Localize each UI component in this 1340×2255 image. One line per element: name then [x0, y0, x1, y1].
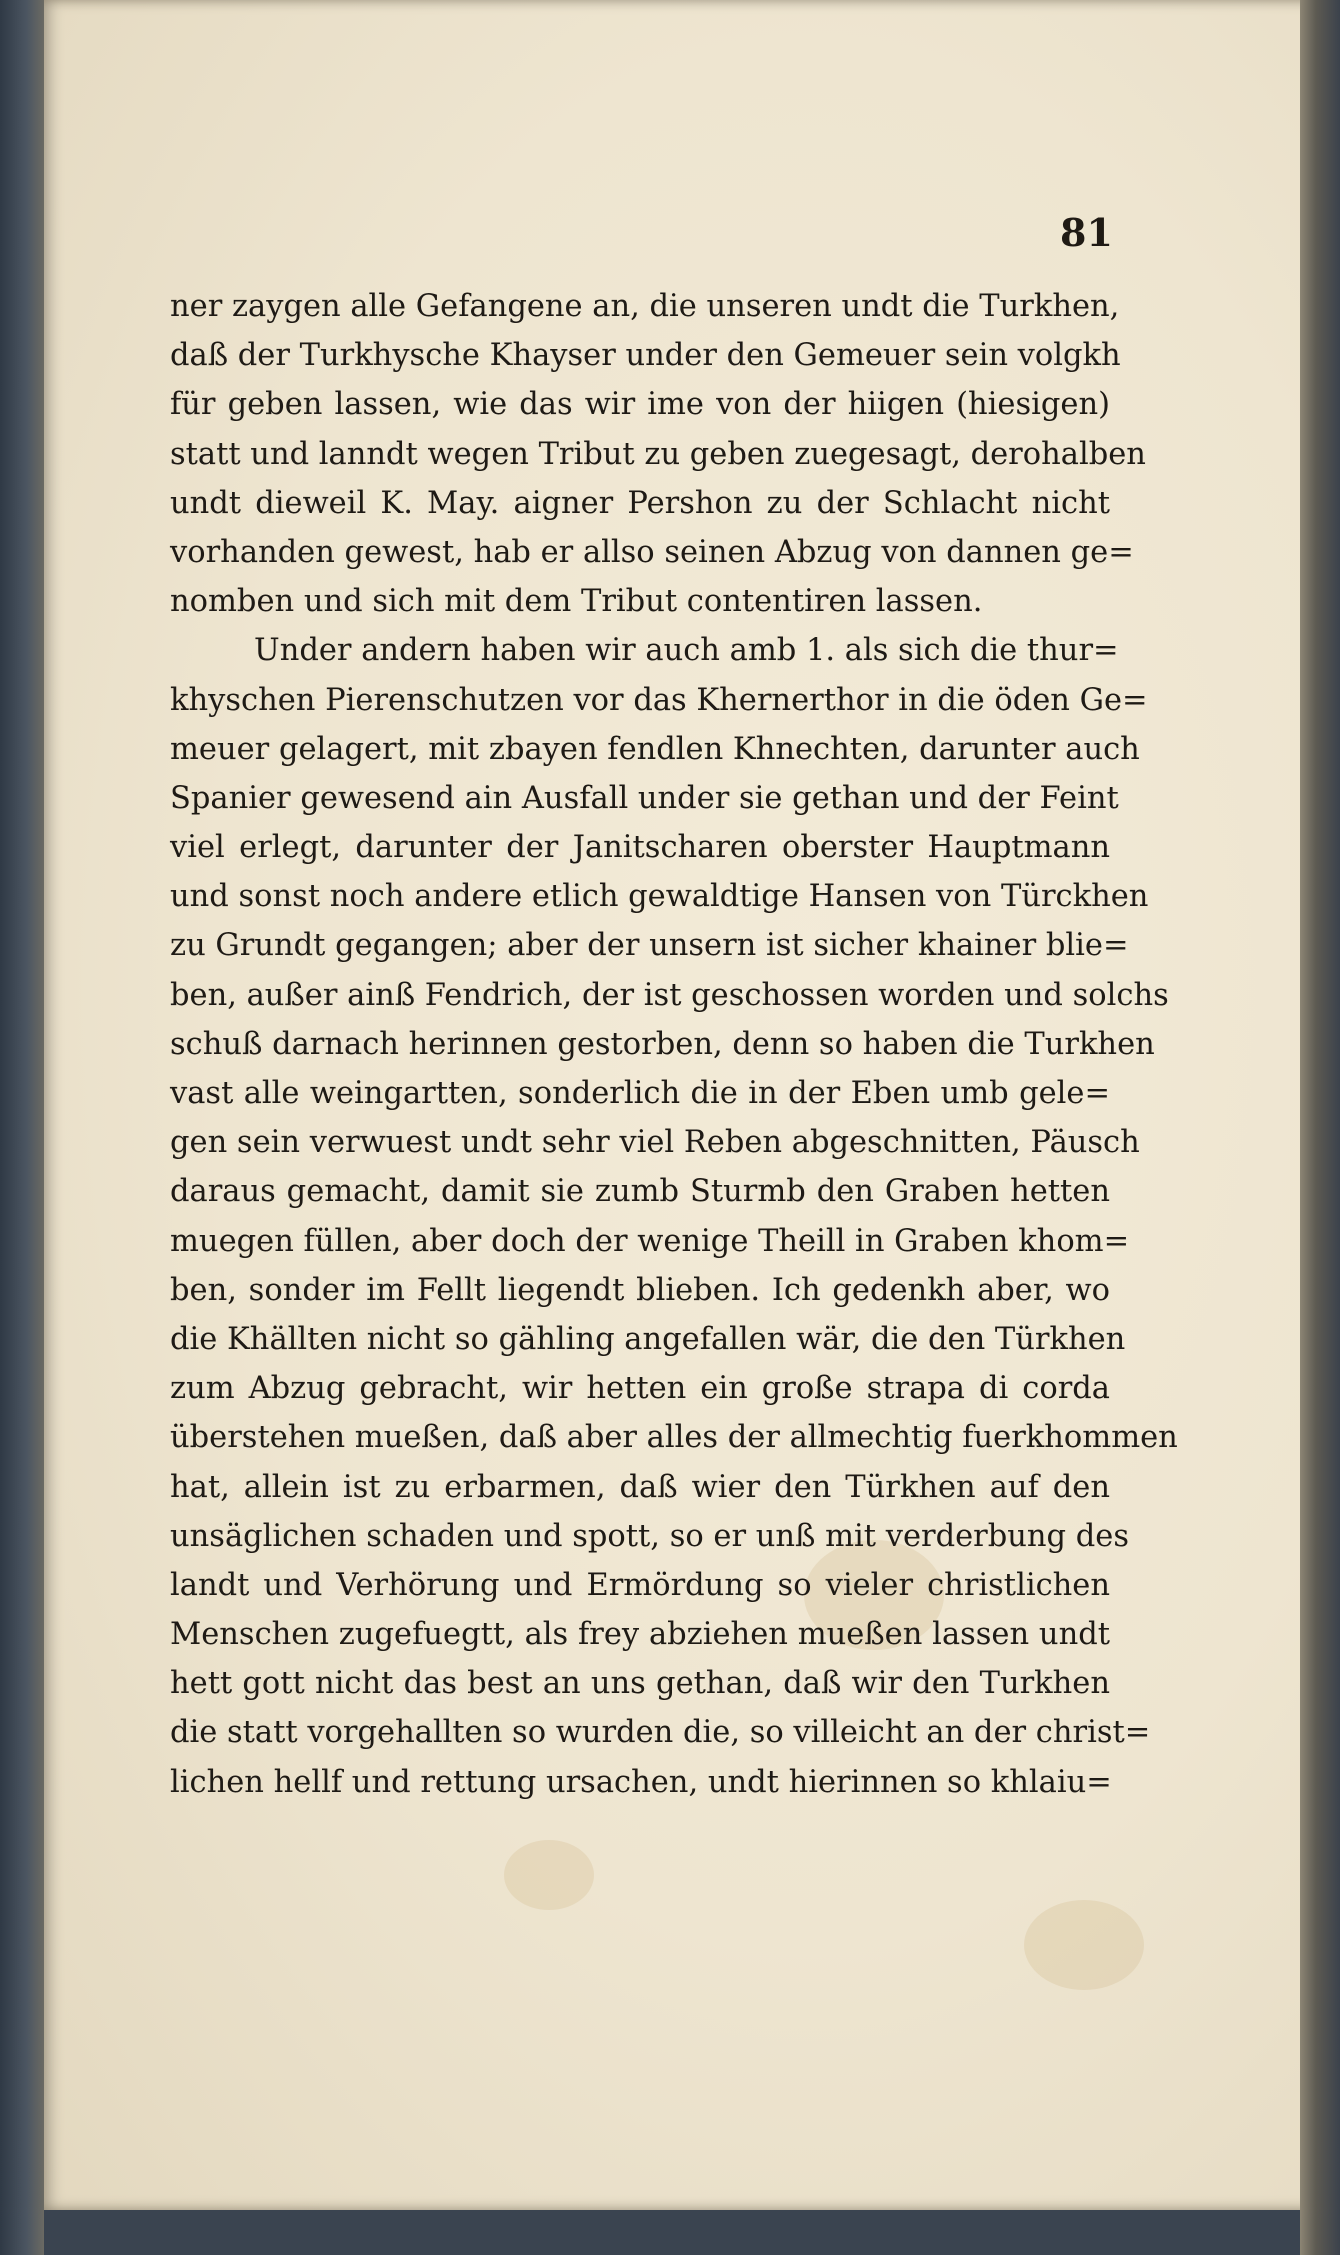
text-line: hat, allein ist zu erbarmen, daß wier den Türkhen auf den [170, 1469, 1110, 1505]
text-line: undt dieweil K. May. aigner Pershon zu der Schlacht nicht [170, 485, 1110, 521]
foxing-stain [1024, 1900, 1144, 1990]
text-line: vorhanden gewest, hab er allso seinen Abzug von dannen ge= [170, 534, 1134, 570]
text-line: daraus gemacht, damit sie zumb Sturmb den Graben hetten [170, 1174, 1110, 1210]
text-line: daß der Turkhysche Khayser under den Gemeuer sein volgkh [170, 338, 1121, 374]
text-line: Spanier gewesend ain Ausfall under sie gethan und der Feint [170, 780, 1119, 816]
binding-shadow [0, 0, 44, 2255]
text-line: ben, sonder im Fellt liegendt blieben. Ich gedenkh aber, wo [170, 1272, 1110, 1308]
text-line: unsäglichen schaden und spott, so er unß mit verderbung des [170, 1518, 1129, 1554]
text-line: Menschen zugefuegtt, als frey abziehen mueßen lassen undt [170, 1617, 1110, 1653]
text-line: hett gott nicht das best an uns gethan, daß wir den Turkhen [170, 1666, 1110, 1702]
text-line: viel erlegt, darunter der Janitscharen oberster Hauptmann [170, 830, 1110, 866]
text-line: statt und lanndt wegen Tribut zu geben zuegesagt, derohalben [170, 436, 1146, 472]
text-line: landt und Verhörung und Ermördung so vieler christlichen [170, 1567, 1110, 1603]
text-line: khyschen Pierenschutzen vor das Khernerthor in die öden Ge= [170, 682, 1148, 718]
text-line: ner zaygen alle Gefangene an, die unseren undt die Turkhen, [170, 289, 1120, 324]
scan-background [44, 2210, 1300, 2255]
text-line: meuer gelagert, mit zbayen fendlen Khnechten, darunter auch [170, 731, 1140, 767]
text-line: zu Grundt gegangen; aber der unsern ist sicher khainer blie= [170, 928, 1129, 964]
page-edge [1300, 0, 1340, 2255]
body-text [170, 282, 1178, 1807]
text-line: vast alle weingartten, sonderlich die in der Eben umb gele= [170, 1076, 1110, 1111]
text-line: die statt vorgehallten so wurden die, so villeicht an der christ= [170, 1715, 1151, 1751]
text-line: muegen füllen, aber doch der wenige Theill in Graben khom= [170, 1223, 1130, 1259]
text-line: schuß darnach herinnen gestorben, denn so haben die Turkhen [170, 1026, 1155, 1062]
text-line: lichen hellf und rettung ursachen, undt hierinnen so khlaiu= [170, 1764, 1112, 1800]
text-line: für geben lassen, wie das wir ime von der hiigen (hiesigen) [170, 387, 1110, 423]
text-line: nomben und sich mit dem Tribut contentiren lassen. [170, 584, 983, 620]
text-line: überstehen mueßen, daß aber alles der allmechtig fuerkhommen [170, 1420, 1178, 1456]
text-line: zum Abzug gebracht, wir hetten ein große strapa di corda [170, 1371, 1110, 1407]
text-line: und sonst noch andere etlich gewaldtige Hansen von Türckhen [170, 879, 1149, 915]
text-line: die Khällten nicht so gähling angefallen wär, die den Türkhen [170, 1321, 1126, 1357]
text-line: ben, außer ainß Fendrich, der ist geschossen worden und solchs [170, 977, 1169, 1013]
foxing-stain [504, 1840, 594, 1910]
text-line: Under andern haben wir auch amb 1. als sich die thur= [254, 633, 1119, 669]
page-number: 81 [1060, 210, 1113, 255]
text-line: gen sein verwuest undt sehr viel Reben abgeschnitten, Päusch [170, 1125, 1140, 1161]
